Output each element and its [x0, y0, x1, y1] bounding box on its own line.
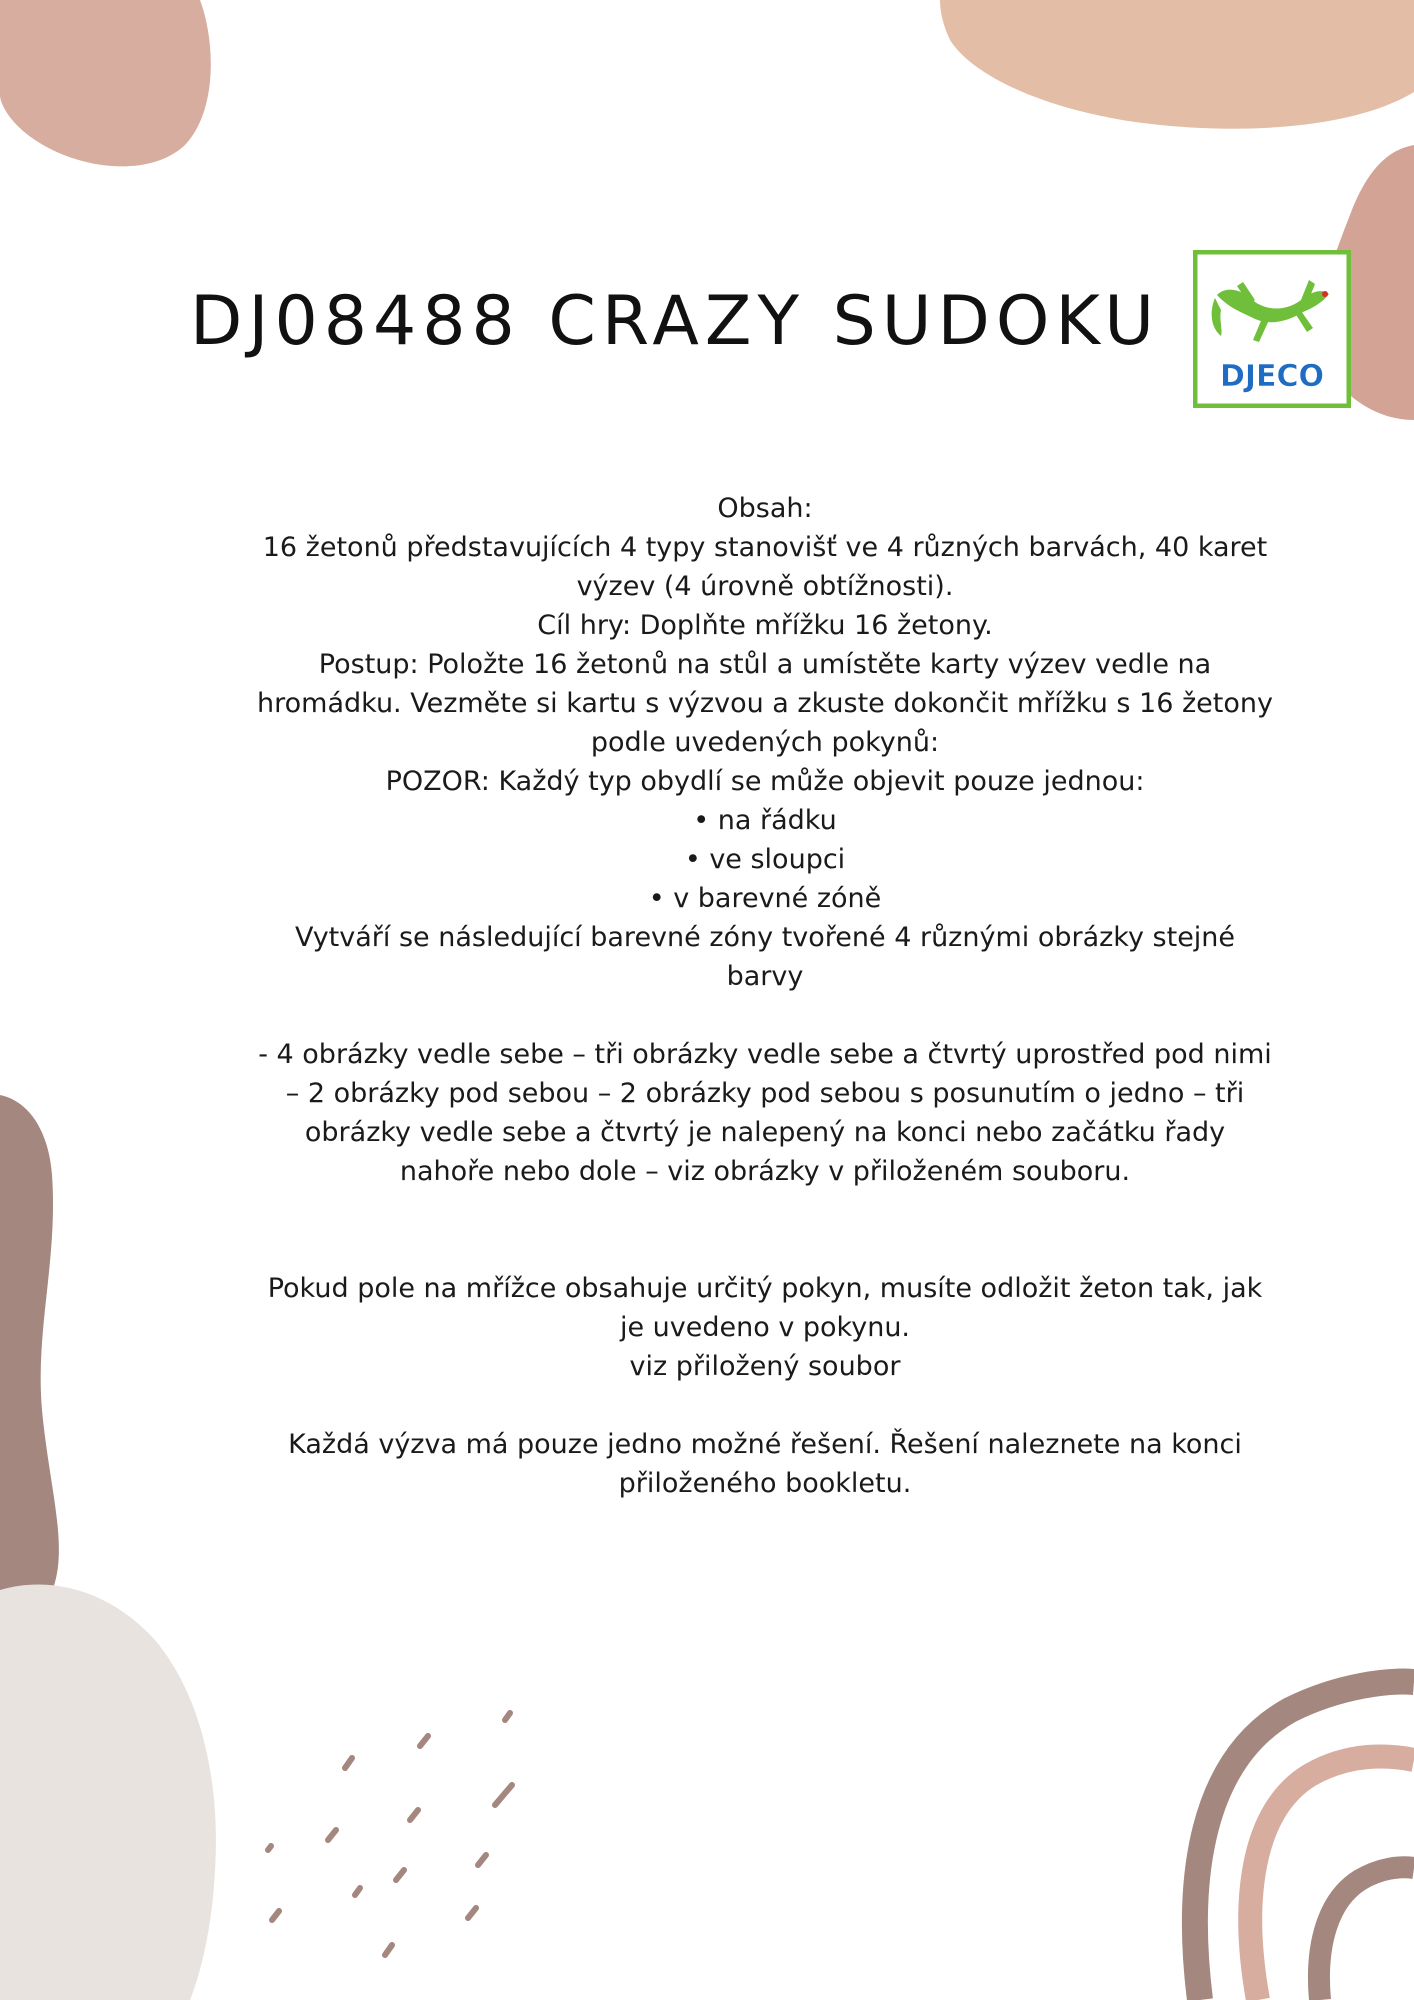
inner-arch	[1319, 1867, 1414, 2000]
bottom-left-blob	[0, 1584, 216, 2000]
rule-item-column: • ve sloupci	[684, 844, 846, 875]
outer-arch	[1195, 1682, 1414, 2000]
solution-text: Každá výzva má pouze jedno možné řešení. Řešení naleznete na konci přiloženého bookletu.	[288, 1429, 1242, 1499]
dash-mark	[355, 1888, 360, 1895]
contents-text: 16 žetonů představujících 4 typy stanovišť ve 4 různých barvách, 40 karet výzev (4 úrovně obtížnosti).	[262, 532, 1268, 602]
procedure-text: Postup: Položte 16 žetonů na stůl a umístěte karty výzev vedle na hromádku. Vezměte si kartu s výzvou a zkuste dokončit mřížku s 16 žetony podle uvedených pokynů:	[257, 649, 1273, 758]
dash-mark	[505, 1713, 510, 1720]
rule-item-row: • na řádku	[693, 805, 837, 836]
zones-description: - 4 obrázky vedle sebe – tři obrázky vedle sebe a čtvrtý uprostřed pod nimi – 2 obrázky pod sebou – 2 obrázky pod sebou s posunutím o jedno – tři obrázky vedle sebe a čtvrtý je nalepený na konci nebo začátku řady nahoře nebo dole – viz obrázky v přiloženém souboru.	[258, 1039, 1272, 1187]
top-right-blob	[940, 0, 1414, 129]
zones-intro: Vytváří se následující barevné zóny tvořené 4 různými obrázky stejné barvy	[294, 922, 1236, 992]
contents-heading: Obsah:	[717, 493, 813, 524]
top-left-blob	[0, 0, 211, 166]
dash-mark	[478, 1855, 486, 1865]
warning-text: POZOR: Každý typ obydlí se může objevit pouze jednou:	[385, 766, 1145, 797]
djeco-logo	[1193, 250, 1351, 408]
page-title: DJ08488 CRAZY SUDOKU	[190, 282, 1160, 361]
attachment-note: viz přiložený soubor	[629, 1351, 901, 1382]
dash-mark	[268, 1846, 271, 1850]
left-taupe-blob	[0, 1095, 59, 1610]
dash-mark	[345, 1758, 352, 1768]
dash-mark	[272, 1911, 279, 1920]
arch-decoration	[1195, 1682, 1414, 2000]
dash-mark	[410, 1810, 418, 1820]
dash-mark	[396, 1870, 404, 1880]
logo-text: DJECO	[1219, 359, 1325, 394]
goal-text: Cíl hry: Doplňte mřížku 16 žetony.	[537, 610, 993, 641]
rule-item-zone: • v barevné zóně	[648, 883, 882, 914]
dash-mark	[420, 1736, 428, 1746]
dash-mark	[468, 1908, 476, 1918]
dash-mark	[328, 1830, 336, 1840]
dash-pattern	[268, 1713, 512, 1955]
instruction-text: Pokud pole na mřížce obsahuje určitý pokyn, musíte odložit žeton tak, jak je uvedeno v pokynu.	[267, 1273, 1263, 1343]
dash-mark	[495, 1785, 512, 1805]
dash-mark	[385, 1945, 392, 1955]
rules-text	[255, 489, 1275, 1503]
